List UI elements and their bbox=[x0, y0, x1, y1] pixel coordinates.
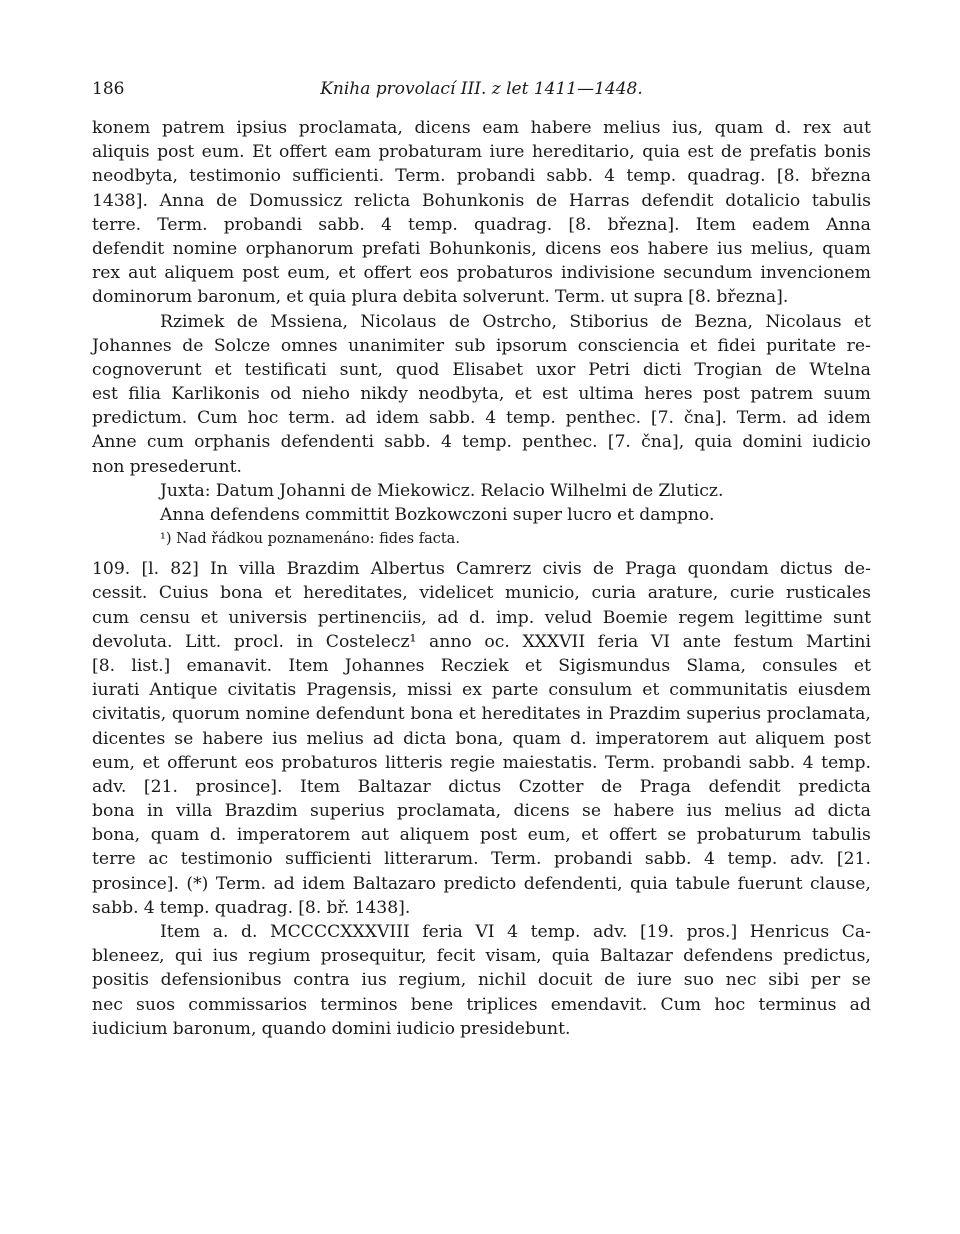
text-line: rex aut aliquem post eum, et offert eos probaturos indivisione secundum invencionem bbox=[92, 263, 871, 284]
text-line: [8. list.] emanavit. Item Johannes Recziek et Sigismundus Slama, consules et bbox=[92, 655, 871, 676]
text-line: predictum. Cum hoc term. ad idem sabb. 4 temp. penthec. [7. čna]. Term. ad idem bbox=[92, 408, 871, 429]
text-line: iudicium baronum, quando domini iudicio presidebunt. bbox=[92, 1018, 571, 1039]
running-title: Kniha provolací III. z let 1411—1448. bbox=[320, 79, 643, 99]
text-line: defendit nomine orphanorum prefati Bohunkonis, dicens eos habere ius melius, quam bbox=[92, 238, 871, 259]
text-line: est filia Karlikonis od nieho nikdy neodbyta, et est ultima heres post patrem suum bbox=[92, 384, 871, 405]
text-line: bona, quam d. imperatorem aut aliquem post eum, et offert se probaturum tabulis bbox=[92, 825, 871, 846]
text-line: 1438]. Anna de Domussicz relicta Bohunkonis de Harras defendit dotalicio tabulis bbox=[92, 190, 871, 211]
text-line: iurati Antique civitatis Pragensis, missi ex parte consulum et communitatis eiusdem bbox=[92, 680, 871, 701]
text-line: cognoverunt et testificati sunt, quod Elisabet uxor Petri dicti Trogian de Wtelna bbox=[92, 359, 871, 380]
text-line: devoluta. Litt. procl. in Costelecz¹ anno oc. XXXVII feria VI ante festum Martini bbox=[92, 631, 871, 652]
text-line: civitatis, quorum nomine defendunt bona et hereditates in Prazdim superius proclamata, bbox=[92, 704, 871, 725]
text-line: terre ac testimonio sufficienti litterarum. Term. probandi sabb. 4 temp. adv. [21. bbox=[92, 849, 871, 870]
document-page bbox=[92, 0, 871, 1234]
text-line: adv. [21. prosince]. Item Baltazar dictus Czotter de Praga defendit predicta bbox=[92, 776, 871, 797]
text-line: bona in villa Brazdim superius proclamata, dicens se habere ius melius ad dicta bbox=[92, 801, 871, 822]
text-line: cum censu et universis pertinenciis, ad d. imp. velud Boemie regem legittime sunt bbox=[92, 607, 871, 628]
text-line: konem patrem ipsius proclamata, dicens eam habere melius ius, quam d. rex aut bbox=[92, 118, 871, 138]
page-number: 186 bbox=[92, 79, 125, 99]
text-line: terre. Term. probandi sabb. 4 temp. quadrag. [8. března]. Item eadem Anna bbox=[92, 214, 871, 235]
text-line: positis defensionibus contra ius regium, nichil docuit de iure suo nec sibi per se bbox=[92, 970, 871, 991]
text-line: Johannes de Solcze omnes unanimiter sub ipsorum consciencia et fidei puritate re- bbox=[92, 335, 871, 356]
text-line: sabb. 4 temp. quadrag. [8. bř. 1438]. bbox=[92, 897, 411, 918]
text-line: aliquis post eum. Et offert eam probaturam iure hereditario, quia est de prefatis bonis bbox=[92, 142, 871, 163]
text-line: eum, et offerunt eos probaturos litteris regie maiestatis. Term. probandi sabb. 4 temp. bbox=[92, 752, 871, 773]
text-line: bleneez, qui ius regium prosequitur, fecit visam, quia Baltazar defendens predictus, bbox=[92, 946, 871, 967]
text-line: neodbyta, testimonio sufficienti. Term. probandi sabb. 4 temp. quadrag. [8. března bbox=[92, 166, 871, 187]
text-line: prosince]. (*) Term. ad idem Baltazaro predicto defendenti, quia tabule fuerunt clause, bbox=[92, 873, 871, 894]
text-line: Rzimek de Mssiena, Nicolaus de Ostrcho, Stiborius de Bezna, Nicolaus et bbox=[160, 311, 871, 332]
text-line: non presederunt. bbox=[92, 456, 242, 477]
text-line: dicentes se habere ius melius ad dicta bona, quam d. imperatorem aut aliquem post bbox=[92, 728, 871, 749]
text-line: Juxta: Datum Johanni de Miekowicz. Relacio Wilhelmi de Zluticz. bbox=[160, 480, 724, 501]
text-line: Anna defendens committit Bozkowczoni super lucro et dampno. bbox=[160, 505, 715, 525]
footnote-line: ¹) Nad řádkou poznamenáno: fides facta. bbox=[160, 531, 460, 548]
document-body bbox=[92, 116, 871, 1041]
text-line: Anne cum orphanis defendenti sabb. 4 temp. penthec. [7. čna], quia domini iudicio bbox=[92, 432, 871, 453]
page-header bbox=[92, 76, 871, 102]
text-line: 109. [l. 82] In villa Brazdim Albertus Camrerz civis de Praga quondam dictus de- bbox=[92, 559, 871, 580]
text-line: nec suos commissarios terminos bene triplices emendavit. Cum hoc terminus ad bbox=[92, 994, 871, 1015]
text-line: cessit. Cuius bona et hereditates, videlicet municio, curia arature, curie rusticales bbox=[92, 583, 871, 604]
text-line: dominorum baronum, et quia plura debita solverunt. Term. ut supra [8. března]. bbox=[92, 287, 789, 308]
text-line: Item a. d. MCCCCXXXVIII feria VI 4 temp. adv. [19. pros.] Henricus Ca- bbox=[160, 922, 871, 942]
